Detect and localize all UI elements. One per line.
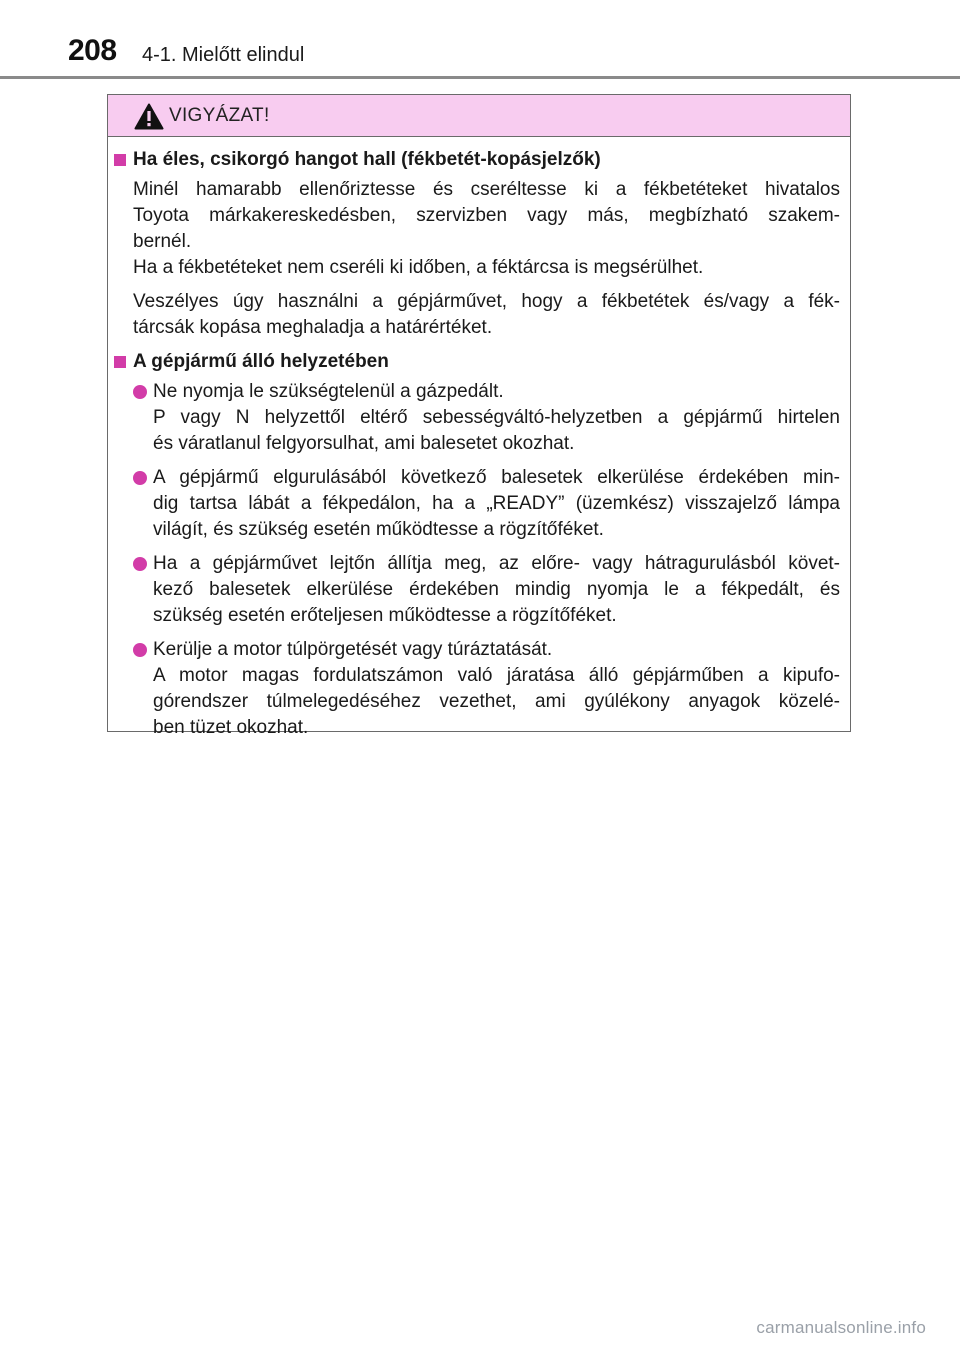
caution-label: VIGYÁZAT! [169, 105, 270, 126]
square-bullet-icon [114, 154, 126, 166]
list-item: A gépjármű elgurulásából következő balesetek elkerülése érdekében min- dig tartsa lábát a fékpedálon, ha a „READY” (üzemkész) visszajelző lámpa világít, és szükség esetén működtesse a rögzítőféket. [108, 465, 852, 543]
paragraph: Veszélyes úgy használni a gépjárművet, hogy a fékbetétek és/vagy a fék- tárcsák kopása meghaladja a határértéket. [133, 291, 840, 338]
section-heading-brake-wear: Ha éles, csikorgó hangot hall (fékbetét-kopásjelzők) [108, 147, 852, 173]
section-title: 4-1. Mielőtt elindul [142, 44, 305, 66]
square-bullet-icon [114, 356, 126, 368]
circle-bullet-icon [133, 643, 147, 657]
circle-bullet-icon [133, 471, 147, 485]
list-item: Kerülje a motor túlpörgetését vagy túráztatását. A motor magas fordulatszámon való járatása álló gépjárműben a kipufo- górendszer túlmelegedéséhez vezethet, ami gyúlékony anyagok közelé- ben tüzet okozhat. [108, 637, 852, 741]
paragraph: Minél hamarabb ellenőriztesse és cseréltesse ki a fékbetéteket hivatalos Toyota márkakereskedésben, szervizben vagy más, megbízható szakem- bernél. Ha a fékbetéteket nem cseréli ki időben, a féktárcsa is megsérülhet. [133, 179, 840, 278]
footer-watermark: carmanualsonline.info [756, 1318, 926, 1337]
caution-content [108, 147, 852, 749]
list-item: Ne nyomja le szükségtelenül a gázpedált. P vagy N helyzettől eltérő sebességváltó-helyzetben a gépjármű hirtelen és váratlanul felgyorsulhat, ami balesetet okozhat. [108, 379, 852, 457]
circle-bullet-icon [133, 557, 147, 571]
section-heading-stationary: A gépjármű álló helyzetében [108, 349, 852, 375]
header-divider [0, 76, 960, 79]
caution-header [108, 95, 850, 137]
page-number: 208 [68, 34, 117, 67]
circle-bullet-icon [133, 385, 147, 399]
warning-triangle-icon [134, 103, 164, 130]
list-item: Ha a gépjárművet lejtőn állítja meg, az előre- vagy hátragurulásból követ- kező balesetek elkerülése érdekében mindig nyomja le a fékpedált, és szükség esetén erőteljesen működtesse a rögzítőféket. [108, 551, 852, 629]
caution-box [107, 94, 851, 738]
page-header [0, 0, 960, 80]
